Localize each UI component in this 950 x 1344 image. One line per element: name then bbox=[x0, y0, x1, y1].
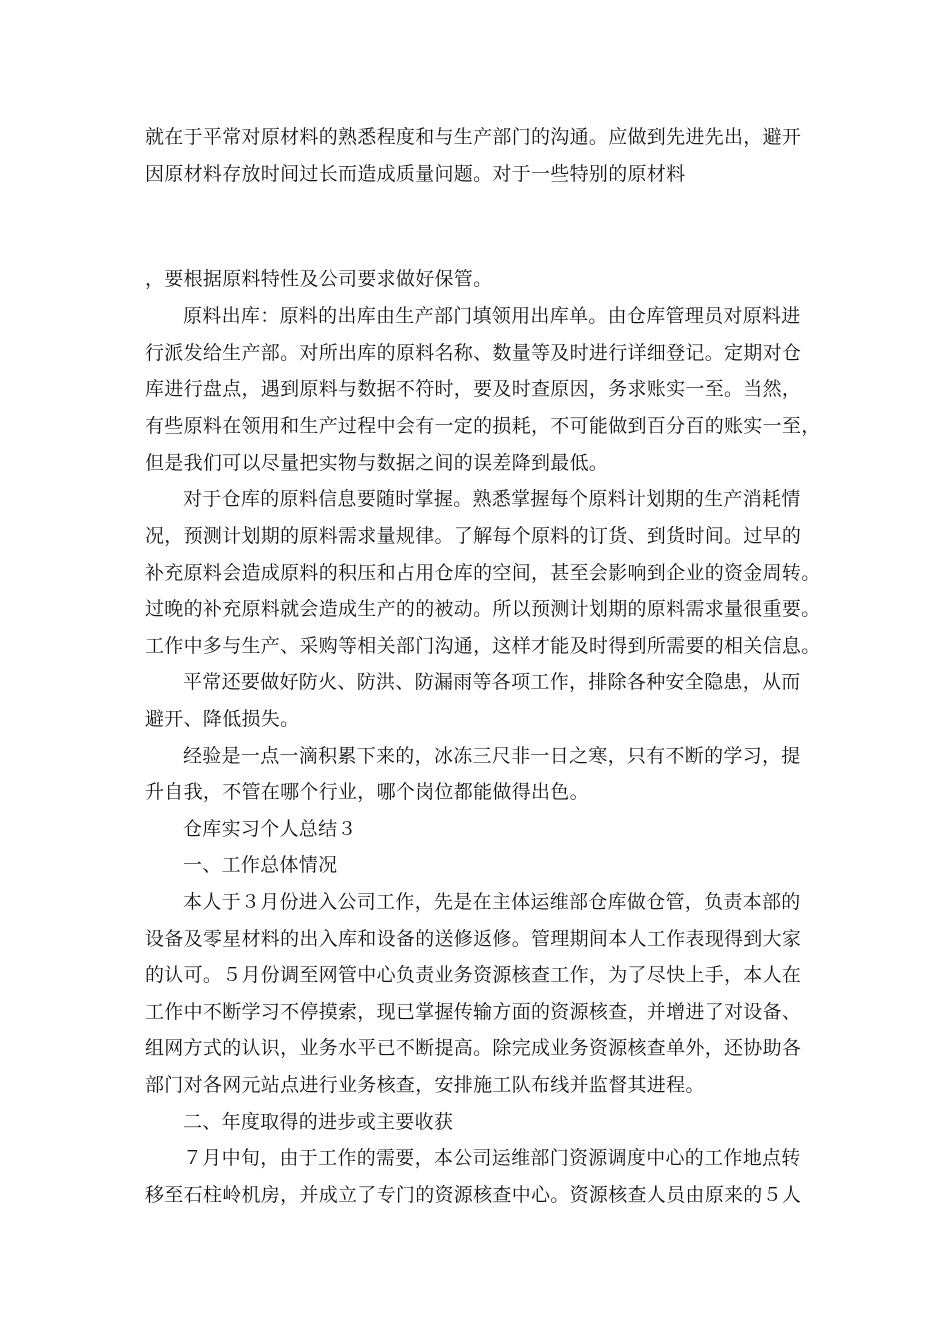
text-line: ，要根据原料特性及公司要求做好保管。 bbox=[145, 268, 493, 290]
section-heading: 二、年度取得的进步或主要收获 bbox=[183, 1111, 454, 1133]
paragraph-start: 对于仓库的原料信息要随时掌握。熟悉掌握每个原料计划期的生产消耗情 bbox=[183, 488, 801, 510]
text-line: 升自我，不管在哪个行业，哪个岗位都能做得出色。 bbox=[145, 781, 589, 803]
paragraph-start: 平常还要做好防火、防洪、防漏雨等各项工作，排除各种安全隐患，从而 bbox=[183, 671, 801, 693]
text-line: 过晚的补充原料就会造成生产的的被动。所以预测计划期的原料需求量很重要。 bbox=[145, 598, 821, 620]
text-line: 就在于平常对原材料的熟悉程度和与生产部门的沟通。应做到先进先出，避开 bbox=[145, 126, 802, 148]
paragraph-start: 本人于３月份进入公司工作，先是在主体运维部仓库做仓管，负责本部的 bbox=[183, 891, 801, 913]
text-line: 工作中不断学习不停摸索，现已掌握传输方面的资源核查，并增进了对设备、 bbox=[145, 1001, 802, 1023]
text-line: 补充原料会造成原料的积压和占用仓库的空间，甚至会影响到企业的资金周转。 bbox=[145, 562, 821, 584]
text-line: 行派发给生产部。对所出库的原料名称、数量等及时进行详细登记。定期对仓 bbox=[145, 342, 802, 364]
text-line: 因原材料存放时间过长而造成质量问题。对于一些特别的原材料 bbox=[145, 163, 686, 185]
text-line: 况，预测计划期的原料需求量规律。了解每个原料的订货、到货时间。过早的 bbox=[145, 525, 802, 547]
section-heading: 一、工作总体情况 bbox=[183, 854, 338, 876]
paragraph-start: 原料出库：原料的出库由生产部门填领用出库单。由仓库管理员对原料进 bbox=[183, 305, 801, 327]
text-line: 有些原料在领用和生产过程中会有一定的损耗，不可能做到百分百的账实一至， bbox=[145, 415, 821, 437]
paragraph-start: ７月中旬，由于工作的需要，本公司运维部门资源调度中心的工作地点转 bbox=[183, 1147, 801, 1169]
text-line: 库进行盘点，遇到原料与数据不符时，要及时查原因，务求账实一至。当然， bbox=[145, 378, 802, 400]
paragraph-start: 经验是一点一滴积累下来的，冰冻三尺非一日之寒，只有不断的学习，提 bbox=[183, 745, 801, 767]
text-line: 避开、降低损失。 bbox=[145, 708, 300, 730]
text-line: 工作中多与生产、采购等相关部门沟通，这样才能及时得到所需要的相关信息。 bbox=[145, 635, 821, 657]
text-line: 的认可。５月份调至网管中心负责业务资源核查工作，为了尽快上手，本人在 bbox=[145, 964, 802, 986]
text-line: 部门对各网元站点进行业务核查，安排施工队布线并监督其进程。 bbox=[145, 1074, 705, 1096]
text-line: 设备及零星材料的出入库和设备的送修返修。管理期间本人工作表现得到大家 bbox=[145, 928, 802, 950]
text-line: 移至石柱岭机房，并成立了专门的资源核查中心。资源核查人员由原来的５人 bbox=[145, 1184, 802, 1206]
section-title: 仓库实习个人总结３ bbox=[183, 818, 357, 840]
text-line: 但是我们可以尽量把实物与数据之间的误差降到最低。 bbox=[145, 452, 609, 474]
text-line: 组网方式的认识，业务水平已不断提高。除完成业务资源核查单外，还协助各 bbox=[145, 1037, 802, 1059]
